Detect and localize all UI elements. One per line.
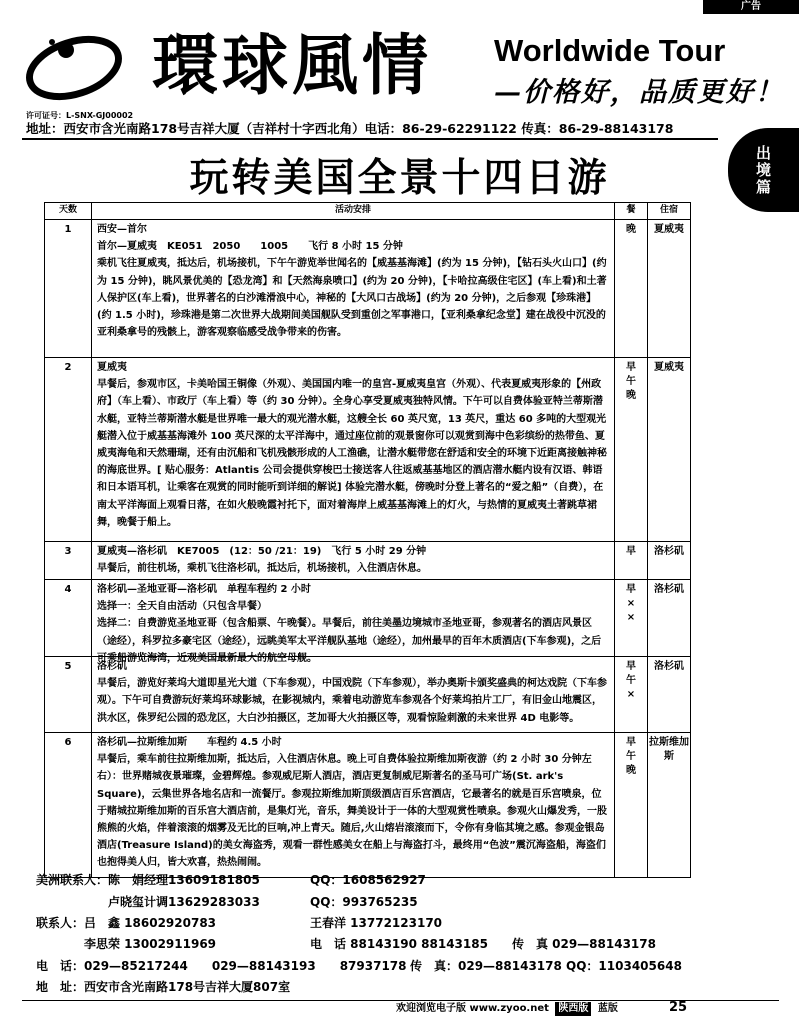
contact-line: 联系人：吕 鑫 18602920783: [36, 916, 217, 930]
day-activities: [92, 580, 615, 664]
contact-qq: QQ：1608562927: [310, 873, 426, 887]
contact-fax-qq: 传 真：029—88143178 QQ：1103405648: [410, 959, 682, 973]
header-hotel: 住宿: [659, 205, 678, 215]
day-title: 洛杉矶—圣地亚哥—洛杉矶 单程车程约 2 小时: [97, 584, 311, 595]
day-meals: [615, 358, 648, 541]
license-number: 许可证号：L-SNX-GJ00002: [26, 111, 134, 120]
table-row: [45, 580, 690, 664]
ad-tag: 广告: [703, 0, 799, 14]
meal-item: 午: [626, 675, 636, 686]
meal-item: 晚: [626, 224, 636, 235]
tour-title: 玩转美国全景十四日游: [189, 156, 610, 201]
day-meals: [615, 580, 648, 656]
day-hotel: 洛杉矶: [654, 584, 684, 595]
activity-line: 乘机飞往夏威夷，抵达后，机场接机，下午午游览举世闻名的【威基基海滩】(约为 15 分钟)，【钻石头火山口】(约为 15 分钟)，眺风景优美的【恐龙湾】和【天然海泉喷口】(约为 20 分钟)，【卡哈拉高级住宅区】(车上看)和土著人保护区(车上看)，世界著名的白沙滩滑浪中心，神秘的【大风口古战场】(约为 20 分钟)，之后参观【珍珠港】(约 1.5 小时)，珍珠港是第二次世界大战期间美国舰队受到重创之军事港口，【亚利桑拿纪念堂】建在战役中沉没的亚利桑拿号的残骸上，游客观察临感受战争带来的伤害。: [97, 258, 607, 339]
day-title: 西安—首尔: [97, 224, 147, 235]
meal-item: 午: [626, 376, 636, 387]
header-divider: [22, 138, 718, 140]
footer-website: 欢迎浏览电子版 www.zyoo.net: [396, 1003, 549, 1014]
contact-line: 李思荣 13002911969: [36, 937, 217, 951]
day-number: 1: [45, 220, 92, 357]
activity-line: 早餐后，乘车前往拉斯维加斯，抵达后，入住酒店休息。晚上可自费体验拉斯维加斯夜游（约 2 小时 30 分钟左右）：世界赌城夜景璀璨，金碧辉煌。参观威尼斯人酒店，酒店更复制威尼斯著名的圣马可广场(St. ark's Square)，云集世界各地名店和一流餐厅。参观拉斯维加斯顶级酒店百乐宫酒店，它最著名的就是百乐宫喷泉，位于赌城拉斯维加斯的百乐宫大酒店前，是集灯光，音乐，舞美设计于一体的大型观赏性喷泉。参观火山爆发秀，一股熊熊的火焰，伴着滚滚的烟雾及无比的巨响,冲上青天。随后,火山熔岩滚滚而下，令你有身临其境之感。参观金银岛酒店(Treasure Island)的美女海盗秀，观看一群性感美女在船上与海盗打斗，最终用“色波”震沉海盗船，海盗们也抱得美人归，皆大欢喜，热热闹闹。: [97, 754, 607, 869]
day-number: 4: [45, 580, 92, 656]
brand-name-en: Worldwide Tour: [494, 33, 726, 68]
contact-address: 地 址：西安市含光南路178号吉祥大厦807室: [36, 980, 291, 994]
day-hotel: 拉斯维加斯: [649, 737, 689, 762]
activity-line: 首尔—夏威夷 KE051 2050 1005 飞行 8 小时 15 分钟: [97, 241, 403, 253]
header-activity: 活动安排: [92, 203, 615, 219]
day-activities: [92, 358, 615, 541]
activity-line: 早餐后，前往机场，乘机飞往洛杉矶，抵达后，机场接机，入住酒店休息。: [97, 563, 427, 575]
contact-phones: 电 话：029—85217244 029—88143193 87937178: [36, 959, 407, 973]
day-activities: [92, 733, 615, 877]
itinerary-table: [44, 202, 691, 878]
day-activities: [92, 220, 615, 357]
meal-item: 晚: [626, 390, 636, 401]
day-number: 6: [45, 733, 92, 877]
day-number: 3: [45, 542, 92, 579]
day-number: 5: [45, 657, 92, 732]
brand-slogan: —价格好，品质更好！: [494, 77, 784, 108]
day-title: 夏威夷—洛杉矶 KE7005 (12：50 /21：19) 飞行 5 小时 29 分钟: [97, 546, 427, 557]
day-meals: [615, 220, 648, 357]
day-hotel: 夏威夷: [654, 362, 684, 373]
brand-name-cn: 環球風情: [152, 27, 432, 104]
day-hotel: 夏威夷: [654, 224, 684, 235]
meal-item: ×: [626, 689, 636, 700]
activity-line: 早餐后，参观市区，卡美哈国王铜像（外观）、美国国内唯一的皇宫-夏威夷皇宫（外观）、代表夏威夷形象的【州政府】（车上看）、市政厅（车上看）等（约 30 分钟）。全身心享受夏威夷独特风情。下午可以自费体验亚特兰蒂斯潜水艇，亚特兰蒂斯潜水艇是世界唯一最大的观光潜水艇，这艘全长 60 英尺宽，13 英尺，重达 60 多吨的大型观光艇潜入位于威基基海滩外 100 英尺深的太平洋海中，通过座位前的观景窗你可以观赏到海中色彩缤纷的热带鱼、夏威夷海龟和天然珊瑚，还有由沉船和飞机残骸形成的人工渔礁，让潜水艇带您在舒适和安全的环境下近距离接触神秘的海底世界。[ 贴心服务：Atlantis 公司会提供穿梭巴士接送客人往返威基基地区的酒店潜水艇内设有汉语、韩语和日本语耳机，让乘客在观赏的同时能听到详细的解说] 体验完潜水艇，傍晚时分登上著名的“爱之船”（自费），在南太平洋海面上观看日落，在如火般晚霞衬托下，面对着海岸上威基基海滩上的灯火，与热情的夏威夷土著跳草裙舞，晚餐于船上。: [97, 379, 607, 528]
footer: [396, 1002, 618, 1016]
meal-item: 早: [626, 661, 636, 672]
day-number: 2: [45, 358, 92, 541]
meal-item: ×: [626, 612, 636, 623]
contact-line: 美洲联系人：陈 娟经理13609181805: [36, 873, 260, 887]
section-tab-label: 出境篇: [754, 144, 772, 196]
meal-item: 早: [626, 362, 636, 373]
company-address: 地址：西安市含光南路178号吉祥大厦（吉祥村十字西北角）电话：86-29-62291122 传真：86-29-88143178: [26, 121, 674, 136]
table-header-row: [45, 203, 690, 220]
day-activities: [92, 542, 615, 579]
meal-item: 早: [626, 584, 636, 595]
meal-item: 晚: [626, 765, 636, 776]
table-row: [45, 220, 690, 358]
contact-line: 卢晓玺计调13629283033: [36, 895, 260, 909]
meal-item: 午: [626, 751, 636, 762]
table-row: [45, 358, 690, 542]
header-day: 天数: [45, 203, 92, 219]
day-hotel: 洛杉矶: [654, 661, 684, 672]
table-row: [45, 542, 690, 580]
footer-edition: 蓝版: [597, 1003, 618, 1014]
day-title: 洛杉矶: [97, 661, 127, 672]
contact-line: 王春洋 13772123170: [310, 916, 443, 930]
day-meals: [615, 733, 648, 877]
activity-line: 选择二：自费游览圣地亚哥（包含船票、午晚餐）。早餐后，前往美墨边境城市圣地亚哥，参观著名的酒店风景区（途经），科罗拉多豪宅区（途经），远眺美军太平洋舰队基地（途经），加州最早的百年木质酒店(下车参观)，之后可乘船游览海湾，近观美国最新最大的航空母舰。: [97, 618, 602, 664]
footer-divider: [22, 1000, 779, 1001]
day-meals: [615, 542, 648, 579]
header-meal: 餐: [615, 203, 648, 219]
day-hotel: 洛杉矶: [654, 546, 684, 557]
page-number: 25: [669, 1000, 688, 1015]
meal-item: 早: [626, 737, 636, 748]
globe-logo-icon: [22, 28, 126, 108]
footer-edition-box: 陕西版: [555, 1002, 591, 1016]
contact-qq: QQ：993765235: [310, 895, 418, 909]
activity-line: 选择一：全天自由活动（只包含早餐）: [97, 601, 267, 613]
day-activities: [92, 657, 615, 732]
contact-phone-fax: 电 话 88143190 88143185 传 真 029—88143178: [310, 937, 656, 951]
meal-item: 早: [626, 546, 636, 557]
table-row: [45, 657, 690, 733]
day-meals: [615, 657, 648, 732]
table-row: [45, 733, 690, 877]
day-title: 夏威夷: [97, 362, 127, 373]
day-title: 洛杉矶—拉斯维加斯 车程约 4.5 小时: [97, 737, 282, 748]
activity-line: 早餐后，游览好莱坞大道即星光大道（下车参观），中国戏院（下车参观），举办奥斯卡颁奖盛典的柯达戏院（下车参观）。下午可自费游玩好莱坞环球影城，在影视城内，乘着电动游览车参观各个好莱坞拍片工厂，有旧金山地震区，洪水区，侏罗纪公园的恐龙区，大白沙拍摄区，芝加哥大火拍摄区等，观看惊险刺激的未来世界 4D 电影等。: [97, 678, 607, 724]
meal-item: ×: [626, 598, 636, 609]
